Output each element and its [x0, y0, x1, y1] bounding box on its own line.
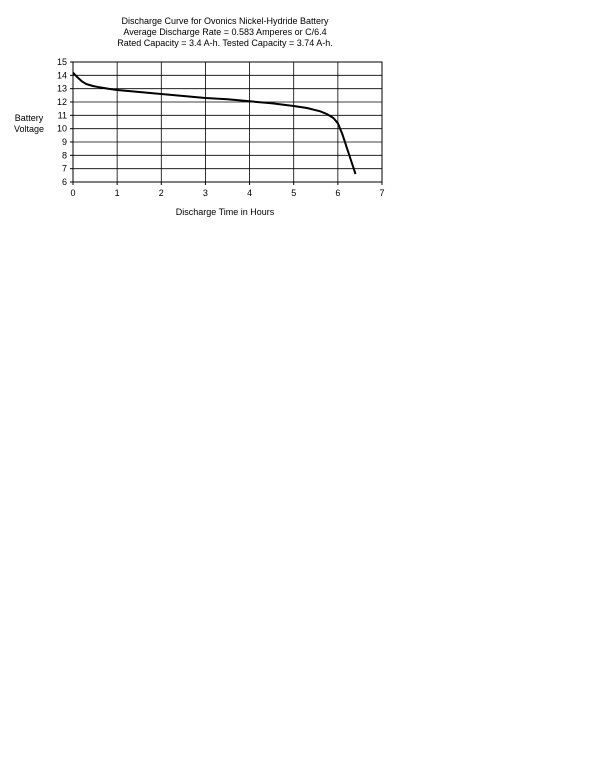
- discharge-curve-line: [73, 73, 356, 174]
- y-tick-label: 11: [57, 110, 67, 121]
- y-tick-label: 14: [56, 70, 67, 81]
- x-tick-label: 7: [379, 188, 385, 198]
- x-tick-label: 2: [158, 188, 164, 198]
- y-tick-label: 9: [61, 137, 67, 147]
- y-axis-label-line-2: Voltage: [13, 124, 45, 134]
- y-tick-label: 6: [61, 177, 67, 187]
- y-tick-label: 13: [56, 83, 67, 94]
- title-line-1: Discharge Curve for Ovonics Nickel-Hydride Battery: [121, 16, 329, 26]
- y-axis-label-line-1: Battery: [14, 113, 44, 123]
- x-axis-label: Discharge Time in Hours: [175, 207, 275, 217]
- x-tick-label: 1: [114, 188, 120, 198]
- x-tick-label: 5: [291, 188, 297, 198]
- y-tick-label: 12: [56, 97, 67, 107]
- x-tick-label: 4: [247, 188, 253, 198]
- y-tick-label: 15: [56, 57, 67, 67]
- title-line-3: Rated Capacity = 3.4 A-h. Tested Capacity = 3.74 A-h.: [117, 38, 333, 48]
- title-line-2: Average Discharge Rate = 0.583 Amperes or C/6.4: [123, 27, 327, 37]
- x-tick-label: 6: [335, 188, 341, 198]
- x-tick-label: 3: [202, 188, 208, 198]
- y-tick-label: 8: [61, 150, 67, 161]
- y-tick-label: 10: [56, 123, 67, 134]
- y-tick-label: 7: [61, 163, 67, 174]
- x-tick-label: 0: [70, 188, 76, 198]
